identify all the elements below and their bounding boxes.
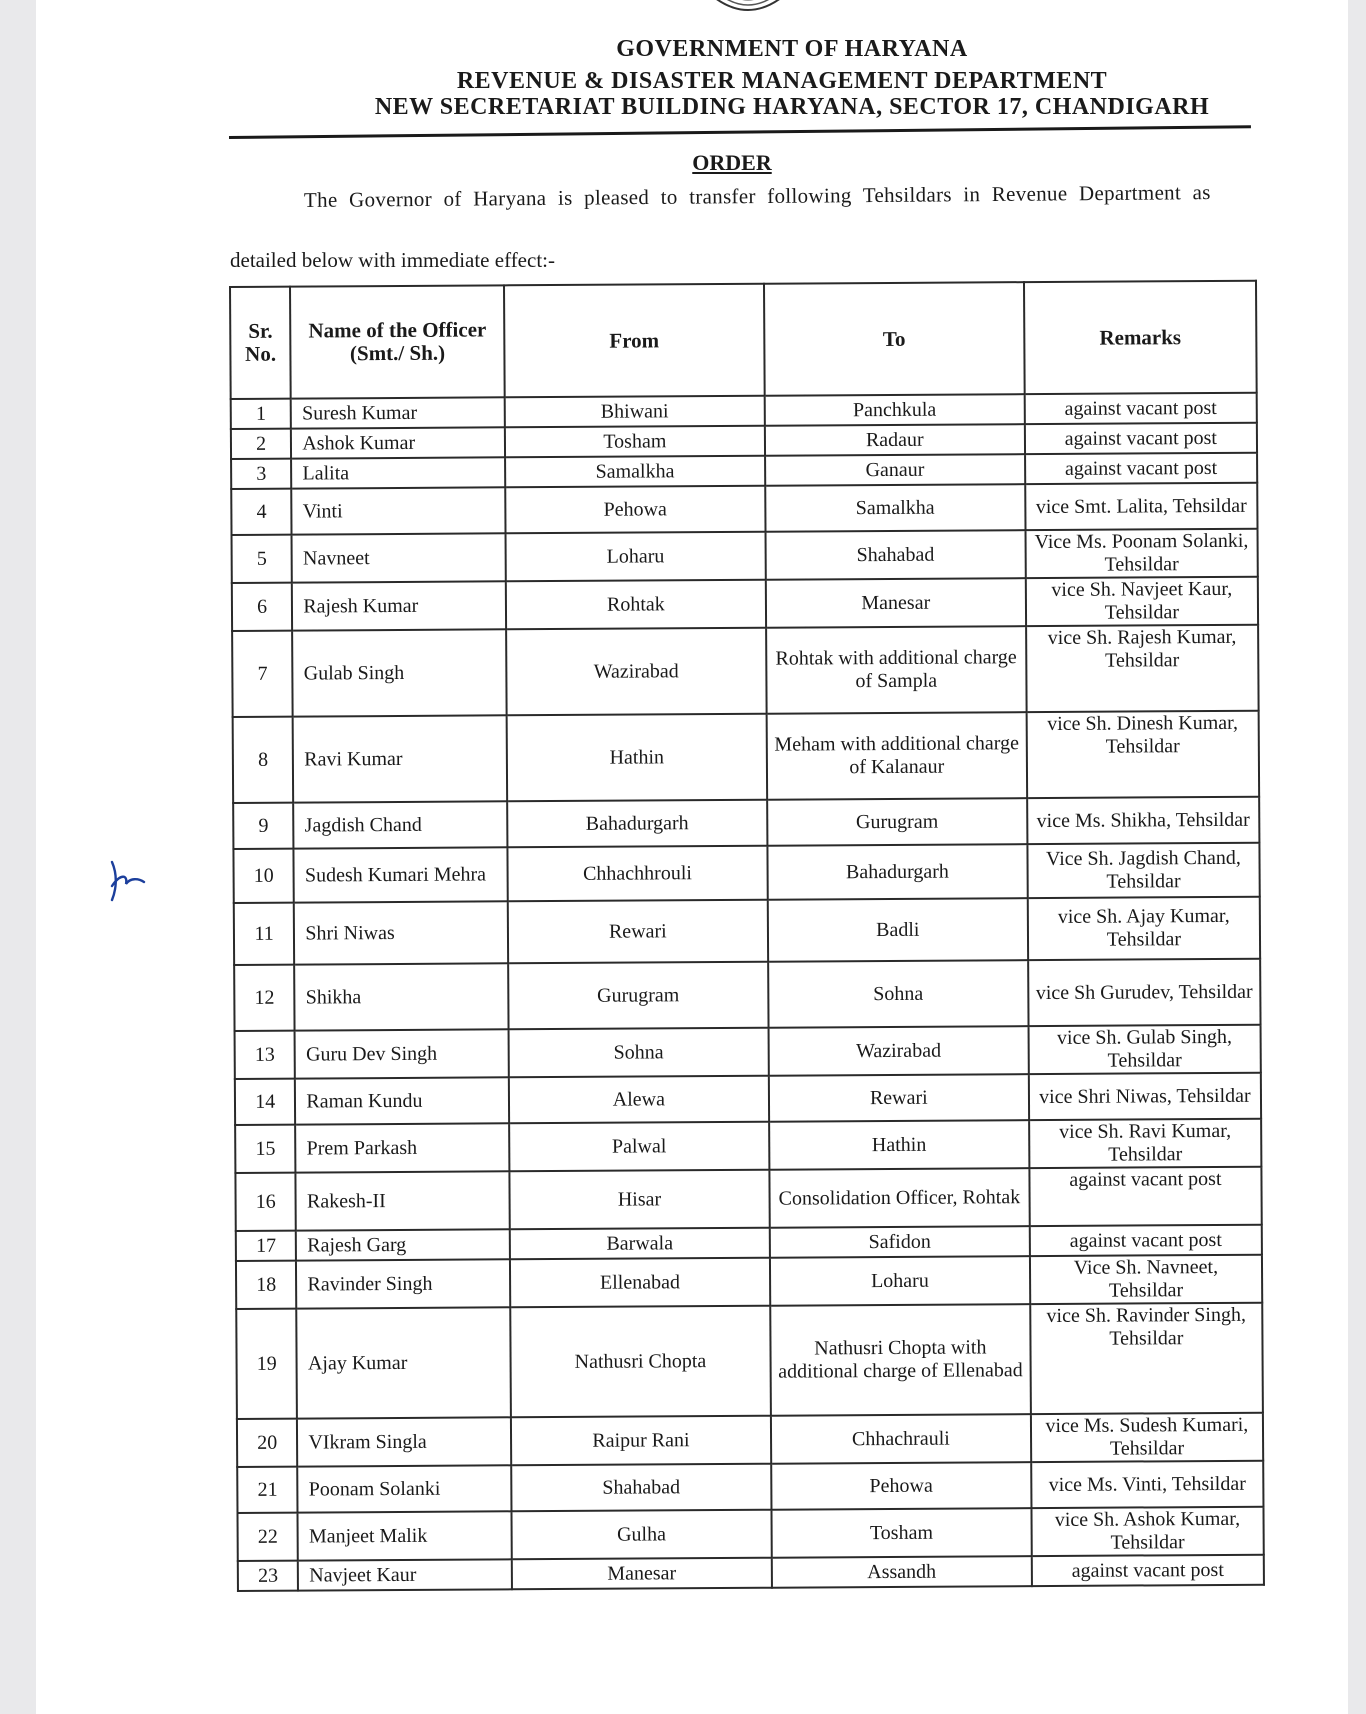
table-row [232, 577, 1258, 631]
cell-sr-no: 1 [231, 399, 292, 429]
cell-officer-name: Suresh Kumar [291, 397, 505, 428]
cell-sr-no: 6 [232, 583, 293, 631]
cell-sr-no: 7 [232, 631, 293, 717]
cell-sr-no: 15 [235, 1125, 296, 1173]
cell-remarks: vice Sh. Rajesh Kumar, Tehsildar [1026, 625, 1259, 712]
cell-officer-name: Rakesh-II [296, 1171, 510, 1230]
transfer-table [229, 280, 1265, 1592]
cell-officer-name: Jagdish Chand [294, 801, 508, 848]
table-row [237, 1413, 1263, 1467]
cell-remarks: vice Sh Gurudev, Tehsildar [1028, 959, 1261, 1026]
cell-to: Tosham [771, 1508, 1031, 1558]
cell-to: Gurugram [767, 798, 1027, 846]
cell-remarks: against vacant post [1025, 453, 1257, 484]
cell-to: Meham with additional charge of Kalanaur [766, 712, 1026, 800]
cell-officer-name: Rajesh Garg [296, 1229, 510, 1260]
cell-sr-no: 21 [237, 1467, 298, 1513]
cell-to: Assandh [772, 1556, 1032, 1588]
table-row [232, 625, 1259, 717]
cell-sr-no: 10 [233, 849, 294, 903]
cell-officer-name: Navjeet Kaur [298, 1559, 512, 1590]
cell-officer-name: Rajesh Kumar [292, 581, 506, 630]
cell-officer-name: Poonam Solanki [298, 1465, 512, 1512]
cell-to: Nathusri Chopta with additional charge of Ellenabad [770, 1304, 1031, 1416]
cell-from: Palwal [509, 1122, 769, 1172]
cell-to: Hathin [769, 1120, 1029, 1170]
cell-from: Hathin [507, 714, 767, 802]
cell-to: Sohna [768, 960, 1028, 1028]
header-address: NEW SECRETARIAT BUILDING HARYANA, SECTOR 17, CHANDIGARH [374, 94, 1210, 120]
table-header-row [230, 281, 1257, 399]
cell-officer-name: Sudesh Kumari Mehra [294, 847, 508, 902]
cell-from: Shahabad [511, 1464, 771, 1512]
cell-to: Safidon [770, 1226, 1030, 1258]
cell-from: Samalkha [505, 456, 765, 488]
cell-remarks: vice Sh. Navjeet Kaur, Tehsildar [1026, 577, 1258, 626]
cell-from: Barwala [510, 1228, 770, 1260]
cell-to: Manesar [766, 578, 1026, 628]
cell-remarks: Vice Sh. Jagdish Chand, Tehsildar [1027, 843, 1259, 898]
state-emblem-icon [688, 0, 808, 28]
cell-to: Rewari [769, 1074, 1029, 1122]
cell-officer-name: Raman Kundu [295, 1077, 509, 1124]
cell-officer-name: Ravinder Singh [296, 1259, 510, 1308]
cell-to: Samalkha [765, 484, 1025, 532]
table-row [234, 897, 1260, 965]
header-divider [229, 125, 1251, 139]
cell-to: Radaur [765, 424, 1025, 456]
cell-officer-name: Gulab Singh [292, 629, 506, 716]
cell-remarks: against vacant post [1030, 1225, 1262, 1256]
table-row [238, 1555, 1264, 1591]
cell-sr-no: 17 [236, 1231, 297, 1261]
cell-to: Bahadurgarh [767, 844, 1027, 900]
cell-from: Rewari [508, 900, 768, 964]
table-row [233, 797, 1259, 849]
cell-remarks: against vacant post [1032, 1555, 1264, 1586]
cell-from: Wazirabad [506, 628, 766, 716]
cell-from: Gurugram [508, 962, 768, 1030]
cell-from: Alewa [509, 1076, 769, 1124]
table-row [236, 1255, 1262, 1309]
cell-from: Rohtak [506, 580, 766, 630]
cell-remarks: against vacant post [1029, 1167, 1262, 1226]
cell-from: Ellenabad [510, 1258, 770, 1308]
cell-sr-no: 8 [233, 717, 294, 803]
cell-to: Ganaur [765, 454, 1025, 486]
cell-from: Manesar [512, 1558, 772, 1590]
cell-sr-no: 3 [231, 459, 292, 489]
header-from: From [504, 284, 765, 398]
cell-officer-name: Manjeet Malik [298, 1511, 512, 1560]
cell-from: Nathusri Chopta [510, 1306, 771, 1418]
table-row [231, 483, 1257, 535]
table-row [235, 1073, 1261, 1125]
cell-officer-name: Vinti [292, 487, 506, 534]
cell-officer-name: VIkram Singla [297, 1417, 511, 1466]
table-row [233, 843, 1259, 903]
table-row [234, 959, 1260, 1031]
table-row [237, 1461, 1263, 1513]
cell-to: Wazirabad [768, 1026, 1028, 1076]
table-row [235, 1025, 1261, 1079]
intro-paragraph-line1: The Governor of Haryana is pleased to transfer following Tehsildars in Revenue Department as [303, 180, 1211, 212]
cell-officer-name: Ajay Kumar [297, 1307, 511, 1418]
table-row [233, 711, 1260, 803]
cell-remarks: vice Sh. Ashok Kumar, Tehsildar [1031, 1507, 1263, 1556]
cell-sr-no: 9 [233, 803, 294, 849]
cell-from: Chhachhrouli [507, 846, 767, 902]
cell-remarks: Vice Sh. Navneet, Tehsildar [1030, 1255, 1262, 1304]
cell-remarks: vice Ms. Shikha, Tehsildar [1027, 797, 1259, 844]
cell-remarks: vice Sh. Ravi Kumar, Tehsildar [1029, 1119, 1261, 1168]
cell-remarks: vice Sh. Dinesh Kumar, Tehsildar [1026, 711, 1259, 798]
header-department: REVENUE & DISASTER MANAGEMENT DEPARTMENT [456, 68, 1108, 94]
cell-from: Bhiwani [505, 396, 765, 428]
cell-officer-name: Prem Parkash [295, 1123, 509, 1172]
table-row [232, 529, 1258, 583]
cell-officer-name: Lalita [291, 457, 505, 488]
cell-from: Gulha [511, 1510, 771, 1560]
cell-to: Rohtak with additional charge of Sampla [766, 626, 1026, 714]
cell-from: Raipur Rani [511, 1416, 771, 1466]
cell-sr-no: 22 [237, 1513, 298, 1561]
cell-sr-no: 14 [235, 1079, 296, 1125]
cell-from: Loharu [505, 532, 765, 582]
table-row [235, 1119, 1261, 1173]
cell-to: Loharu [770, 1256, 1030, 1306]
order-title: ORDER [692, 150, 772, 175]
cell-from: Sohna [508, 1028, 768, 1078]
cell-to: Badli [768, 898, 1028, 962]
document-page [36, 0, 1348, 1714]
cell-remarks: against vacant post [1025, 423, 1257, 454]
cell-remarks: vice Sh. Ajay Kumar, Tehsildar [1028, 897, 1261, 960]
cell-sr-no: 16 [235, 1173, 296, 1231]
cell-officer-name: Navneet [292, 533, 506, 582]
cell-officer-name: Ashok Kumar [291, 427, 505, 458]
cell-officer-name: Shri Niwas [294, 901, 508, 964]
header-remarks: Remarks [1024, 281, 1257, 394]
cell-sr-no: 5 [232, 535, 293, 583]
cell-sr-no: 18 [236, 1261, 297, 1309]
cell-officer-name: Ravi Kumar [293, 715, 507, 802]
cell-from: Bahadurgarh [507, 800, 767, 848]
cell-from: Tosham [505, 426, 765, 458]
header-government: GOVERNMENT OF HARYANA [616, 36, 968, 62]
cell-sr-no: 13 [235, 1031, 296, 1079]
cell-officer-name: Shikha [294, 963, 508, 1030]
cell-remarks: vice Ms. Sudesh Kumari, Tehsildar [1031, 1413, 1263, 1462]
cell-from: Pehowa [505, 486, 765, 534]
cell-sr-no: 11 [234, 903, 295, 965]
cell-remarks: vice Sh. Ravinder Singh, Tehsildar [1030, 1303, 1263, 1414]
cell-to: Pehowa [771, 1462, 1031, 1510]
cell-remarks: Vice Ms. Poonam Solanki, Tehsildar [1025, 529, 1257, 578]
cell-sr-no: 2 [231, 429, 292, 459]
cell-sr-no: 23 [238, 1561, 299, 1591]
cell-to: Shahabad [765, 530, 1025, 580]
cell-remarks: vice Ms. Vinti, Tehsildar [1031, 1461, 1263, 1508]
cell-from: Hisar [509, 1170, 769, 1230]
table-row [235, 1167, 1261, 1231]
cell-officer-name: Guru Dev Singh [295, 1029, 509, 1078]
header-sr-no: Sr. No. [230, 287, 291, 399]
cell-remarks: against vacant post [1025, 393, 1257, 424]
cell-remarks: vice Smt. Lalita, Tehsildar [1025, 483, 1257, 530]
cell-sr-no: 19 [236, 1309, 297, 1419]
intro-paragraph-line2: detailed below with immediate effect:- [230, 248, 555, 272]
cell-sr-no: 20 [237, 1419, 298, 1467]
cell-to: Chhachrauli [771, 1414, 1031, 1464]
header-to: To [764, 282, 1025, 396]
cell-to: Panchkula [765, 394, 1025, 426]
header-officer-name: Name of the Officer (Smt./ Sh.) [290, 285, 504, 398]
cell-sr-no: 12 [234, 965, 295, 1031]
cell-remarks: vice Sh. Gulab Singh, Tehsildar [1028, 1025, 1260, 1074]
handwritten-initial-mark [100, 856, 160, 906]
table-row [237, 1507, 1263, 1561]
cell-to: Consolidation Officer, Rohtak [769, 1168, 1029, 1228]
cell-remarks: vice Shri Niwas, Tehsildar [1029, 1073, 1261, 1120]
cell-sr-no: 4 [231, 489, 292, 535]
table-row [236, 1303, 1263, 1419]
